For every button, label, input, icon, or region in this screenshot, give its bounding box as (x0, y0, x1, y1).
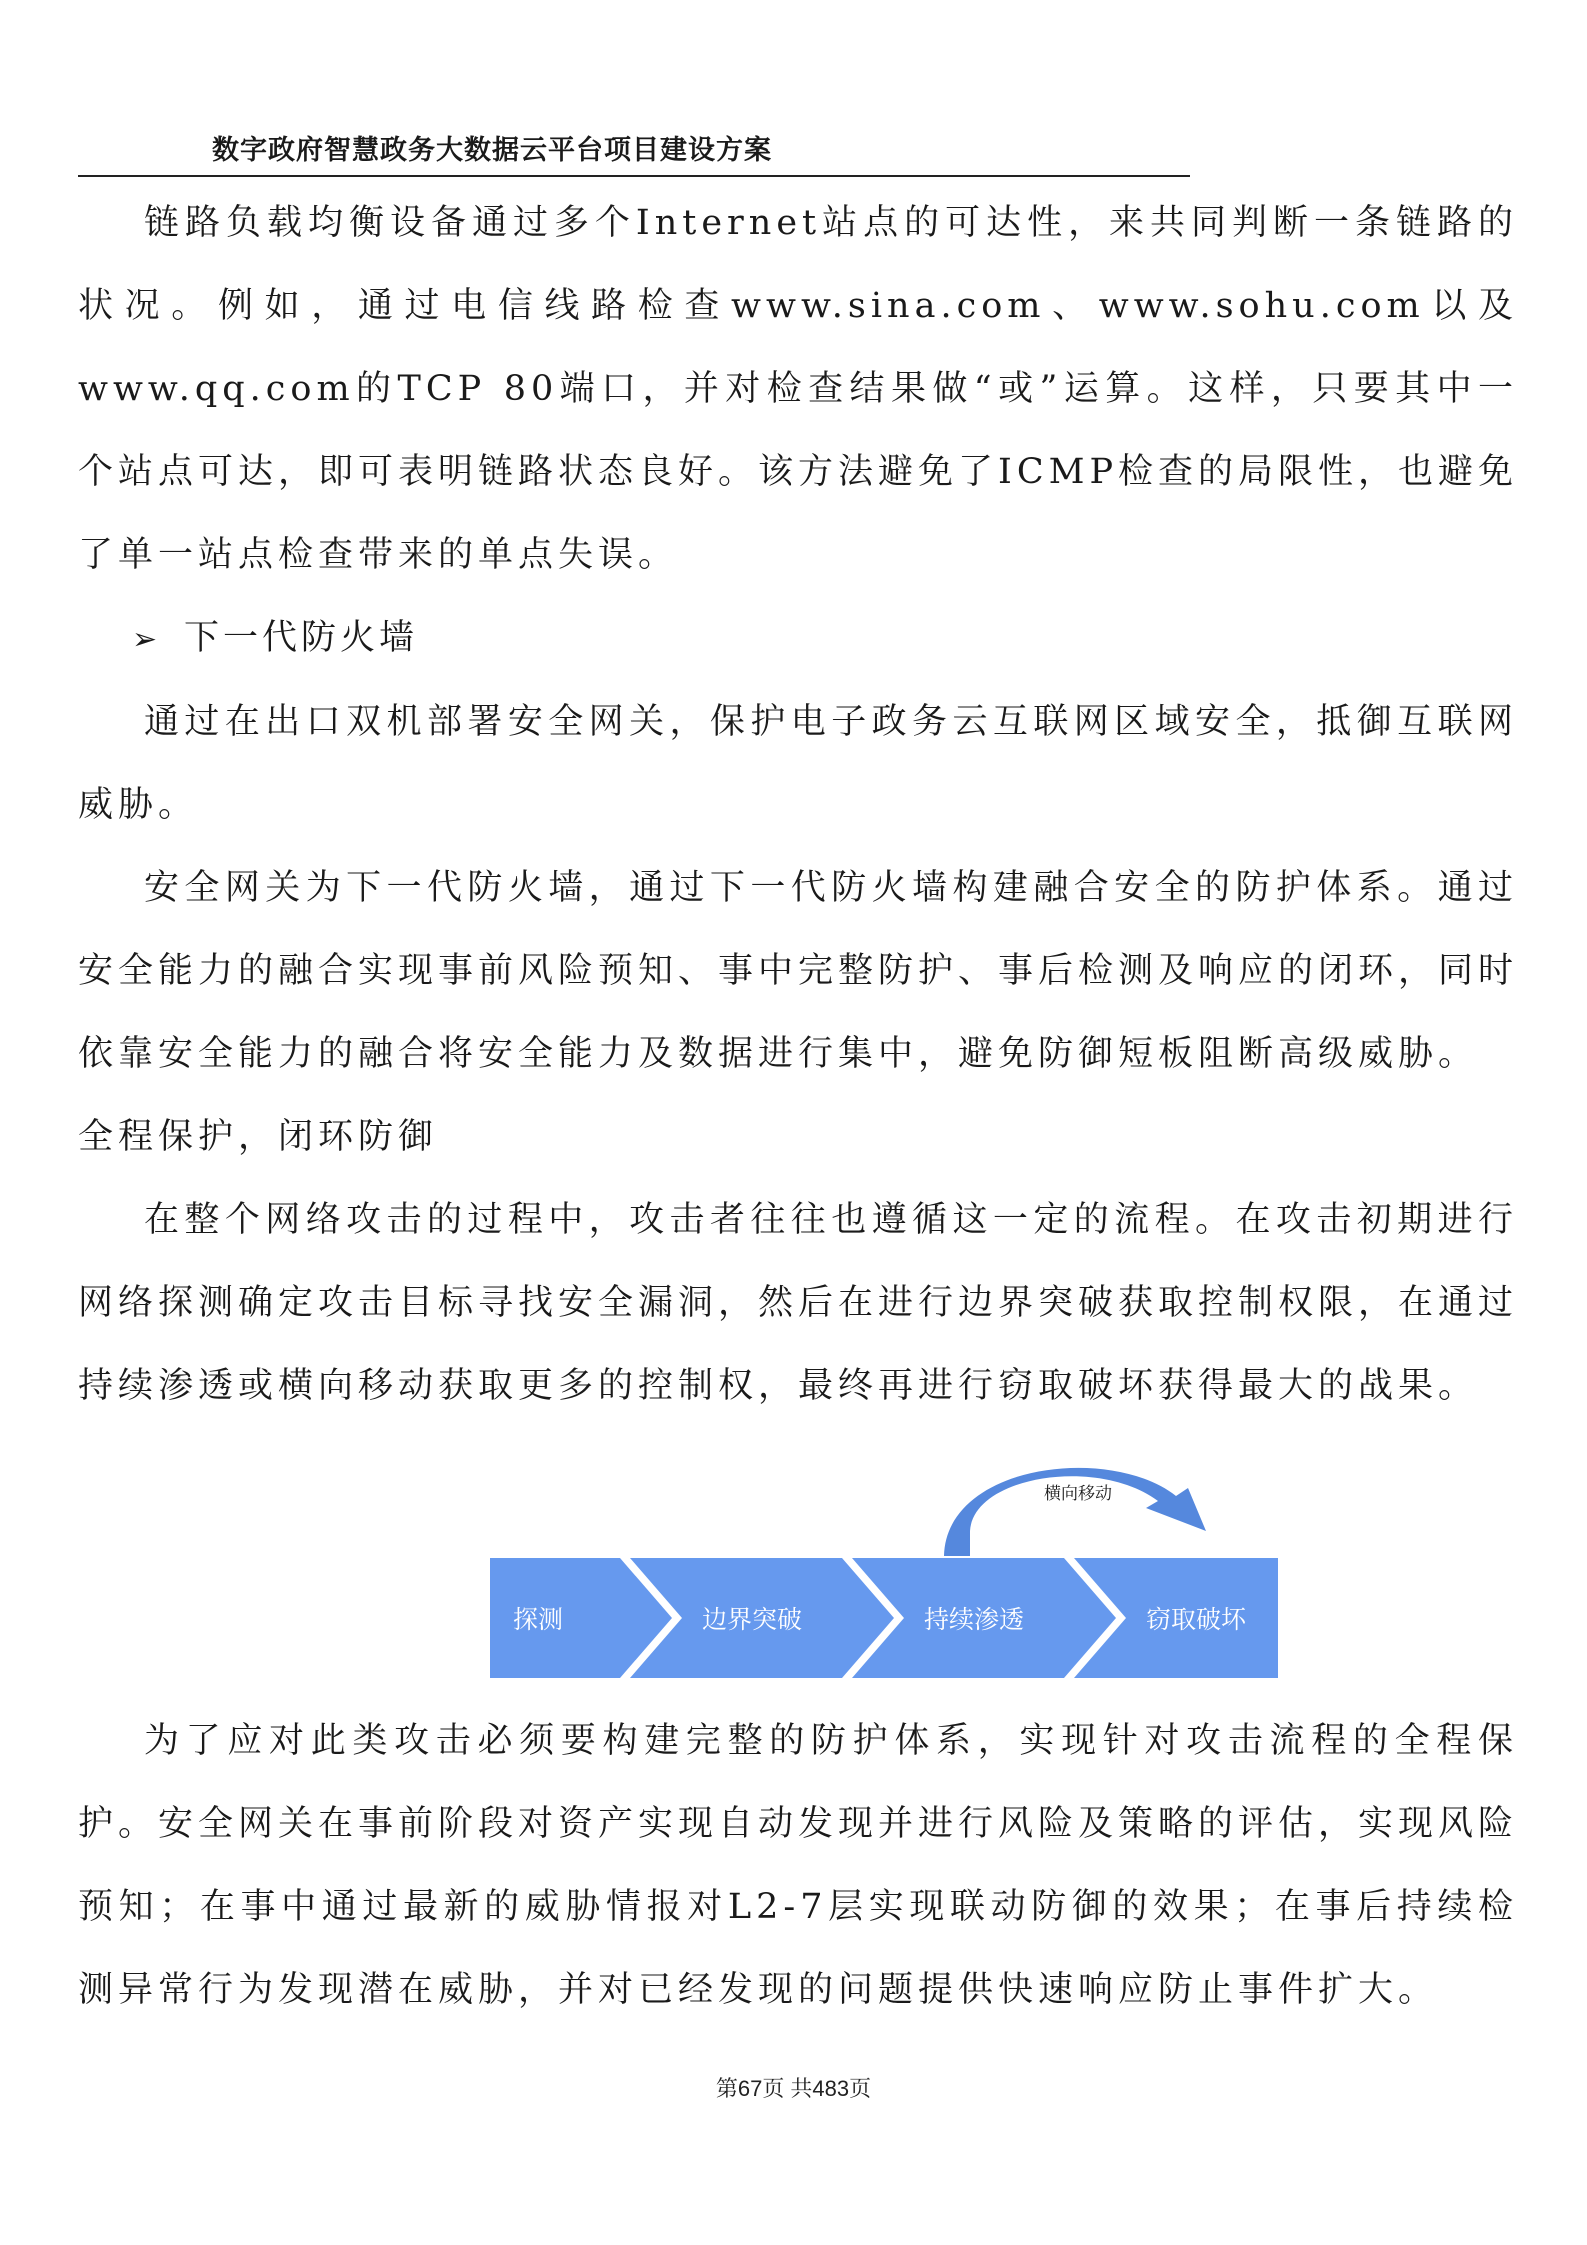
paragraph-gateway-deploy: 通过在出口双机部署安全网关，保护电子政务云互联网区域安全，抵御互联网威胁。 (78, 702, 1518, 825)
step-label-1: 探测 (512, 1605, 564, 1634)
paragraph-attack-process: 在整个网络攻击的过程中，攻击者往往也遵循这一定的流程。在攻击初期进行网络探测确定攻击目标寻找安全漏洞，然后在进行边界突破获取控制权限，在通过持续渗透或横向移动获取更多的控制权，最终再进行窃取破坏获得最大的战果。 (78, 1200, 1519, 1406)
subheading-closed-loop: 全程保护，闭环防御 (78, 1117, 439, 1157)
paragraph-ngfw: 安全网关为下一代防火墙，通过下一代防火墙构建融合安全的防护体系。通过安全能力的融合实现事前风险预知、事中完整防护、事后检测及响应的闭环，同时依靠安全能力的融合将安全能力及数据进行集中，避免防御短板阻断高级威胁。 (78, 868, 1519, 1074)
lateral-move-label: 横向移动 (1044, 1484, 1112, 1504)
paragraph-full-protection: 为了应对此类攻击必须要构建完整的防护体系，实现针对攻击流程的全程保护。安全网关在事前阶段对资产实现自动发现并进行风险及策略的评估，实现风险预知；在事中通过最新的威胁情报对L2-7层实现联动防御的效果；在事后持续检测异常行为发现潜在威胁，并对已经发现的问题提供快速响应防止事件扩大。 (78, 1721, 1519, 2010)
document-header-title: 数字政府智慧政务大数据云平台项目建设方案 (212, 135, 772, 166)
header-divider (78, 175, 1190, 177)
page-number-footer: 第67页 共483页 (715, 2076, 872, 2101)
lateral-move-arc (944, 1468, 1206, 1556)
attack-flow-diagram (78, 1436, 1518, 1696)
paragraph-link-balancing: 链路负载均衡设备通过多个Internet站点的可达性，来共同判断一条链路的状况。例如，通过电信线路检查www.sina.com、www.sohu.com以及www.qq.com的TCP 80端口，并对检查结果做“或”运算。这样，只要其中一个站点可达，即可表明链路状态良好。该方法避免了ICMP检查的局限性，也避免了单一站点检查带来的单点失误。 (78, 203, 1518, 575)
attack-flow-svg (398, 1436, 1278, 1696)
step-label-3: 持续渗透 (923, 1605, 1025, 1634)
arrow-bullet-icon: ➢ (132, 622, 162, 657)
section-heading-label: 下一代防火墙 (184, 618, 419, 658)
page-content (78, 182, 1518, 2032)
step-label-4: 窃取破坏 (1145, 1605, 1247, 1634)
section-heading (78, 597, 1518, 681)
step-label-2: 边界突破 (701, 1605, 803, 1634)
